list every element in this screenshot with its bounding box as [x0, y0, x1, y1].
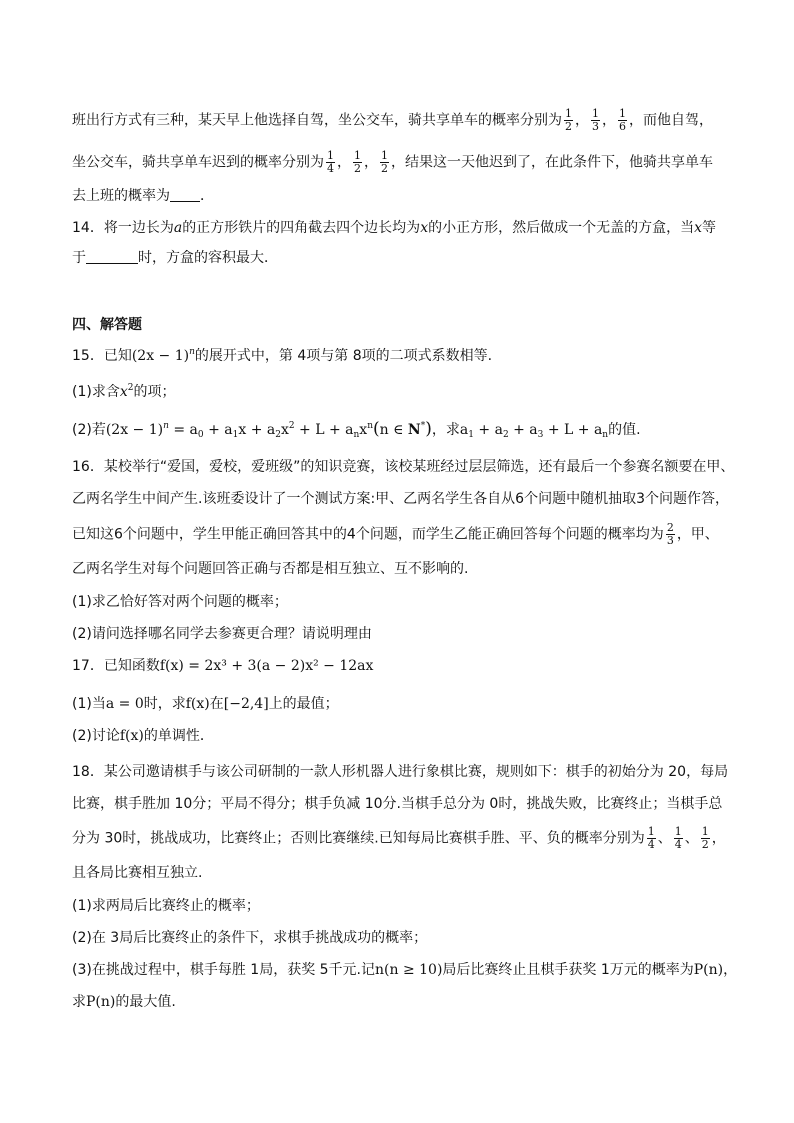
q13-line-2: 坐公交车，骑共享单车迟到的概率分别为 $\frac{1}{4}$ ， $\frac{1}{2}$ ， $\frac{1}{2}$ ，结果这一天他迟到了，在此条件下，他骑共享单车	[72, 149, 713, 175]
q15-text: ，求	[431, 422, 460, 438]
q17-text: (1)当	[72, 696, 106, 712]
fraction: $\frac{2}{3}$	[666, 521, 674, 547]
q16-part-2: (2)请问选择哪名同学去参赛更合理？请说明理由	[72, 626, 372, 642]
q18-part-3-cont	[72, 992, 732, 1012]
q14-text: 于	[72, 250, 86, 266]
q14-text: 时，方盒的容积最大．	[138, 250, 278, 266]
q18-text: 求	[72, 994, 86, 1010]
q17-part-1	[72, 694, 732, 714]
math-expr: f(x) = 2x³ + 3(a − 2)x² − 12ax	[159, 658, 374, 674]
fraction: $\frac{1}{3}$	[592, 107, 599, 133]
q14-line-2	[72, 248, 732, 268]
fraction: $\frac{1}{2}$	[354, 149, 361, 175]
q16-line-1: 16．某校举行“爱国，爱校，爱班级”的知识竞赛，该校某班经过层层筛选，还有最后一个参赛名额要在甲、	[72, 459, 735, 475]
math-expr: f(x)	[185, 696, 210, 712]
math-expr: n(n ≥ 10)	[375, 962, 443, 978]
fraction: $\frac{1}{2}$	[381, 149, 388, 175]
q18-part-3	[72, 960, 738, 980]
q14-text: 的小正方形，然后做成一个无盖的方盒，当	[428, 220, 695, 236]
q18-part-2: (2)在 3局后比赛终止的条件下，求棋手挑战成功的概率；	[72, 930, 428, 946]
q16-text: ，甲、	[676, 526, 719, 543]
q14-text: 等	[702, 220, 716, 236]
q16-part-1: (1)求乙恰好答对两个问题的概率；	[72, 594, 288, 610]
math-expr: $(2x - 1)^n = a_0 + a_1x + a_2x^2 + L + a_nx^n(n$ ∈ N*)	[105, 419, 432, 440]
q13-text: 坐公交车，骑共享单车迟到的概率分别为	[72, 154, 324, 171]
math-expr: a = 0	[105, 696, 144, 712]
fraction: $\frac{1}{2}$	[701, 825, 709, 851]
q15-text: 的值.	[608, 422, 641, 438]
q15-text: (1)求含	[72, 384, 120, 400]
math-var: x	[420, 220, 429, 236]
q17-part-2	[72, 726, 732, 746]
q18-line-3: 分为 30时，挑战成功，比赛终止；否则比赛继续.已知每局比赛棋手胜、平、负的概率分别为 $\frac{1}{4}$ 、 $\frac{1}{4}$ 、 $\frac{1}{2}$ ，	[72, 825, 726, 851]
q13-line-3: 去上班的概率为 ．	[72, 188, 214, 204]
math-var: x	[119, 384, 128, 400]
q18-text: ，	[711, 830, 726, 847]
q17-text: 时，求	[143, 696, 186, 712]
math-expr: [−2,4]	[223, 696, 269, 712]
q14-text: 14．将一边长为	[72, 220, 174, 236]
q17-text: 上的最值；	[268, 696, 339, 712]
q18-text: (3)在挑战过程中，棋手每胜 1局，获奖 5千元.记	[72, 962, 375, 978]
q13-line-1: 班出行方式有三种，某天早上他选择自驾，坐公交车，骑共享单车的概率分别为 $\frac{1}{2}$ ， $\frac{1}{3}$ ， $\frac{1}{6}$ ，而他自驾，	[72, 107, 713, 133]
q15-part-2	[72, 419, 732, 440]
q13-text: 班出行方式有三种，某天早上他选择自驾，坐公交车，骑共享单车的概率分别为	[72, 112, 562, 129]
q18-line-1: 18．某公司邀请棋手与该公司研制的一款人形机器人进行象棋比赛，规则如下：棋手的初始分为 20，每局	[72, 764, 729, 780]
q15-part-1	[72, 382, 732, 402]
fraction: $\frac{1}{4}$	[327, 149, 334, 175]
fraction: $\frac{1}{2}$	[565, 107, 572, 133]
q18-text: ，	[723, 962, 738, 978]
q18-line-2: 比赛，棋手胜加 10分；平局不得分；棋手负减 10分.当棋手总分为 0时，挑战失败，比赛终止；当棋手总	[72, 796, 723, 812]
fraction: $\frac{1}{6}$	[619, 107, 626, 133]
math-exp: 2	[127, 383, 134, 393]
q16-line-3	[72, 522, 732, 547]
q17-line-1	[72, 656, 732, 676]
q15-text: (2)若	[72, 422, 106, 438]
q18-line-4: 且各局比赛相互独立.	[72, 865, 203, 881]
answer-blank[interactable]	[86, 249, 138, 264]
q18-text: 局后比赛终止且棋手获奖 1万元的概率为	[442, 962, 694, 978]
math-expr: $a_1 + a_2 + a_3 + L + a_n$	[459, 422, 609, 440]
fraction: $\frac{1}{4}$	[674, 825, 682, 851]
q17-text: 17．已知函数	[72, 658, 160, 674]
q18-text: 的最大值.	[115, 994, 176, 1010]
math-expr: P(n)	[86, 994, 116, 1010]
math-var: x	[694, 220, 702, 236]
q14-text: 的正方形铁片的四角截去四个边长均为	[182, 220, 421, 236]
q14-line-1	[72, 218, 732, 238]
q13-text: ，结果这一天他迟到了，在此条件下，他骑共享单车	[391, 154, 713, 171]
q17-text: (2)讨论	[72, 728, 120, 744]
math-expr: $(2x - 1)^n$	[131, 347, 195, 364]
q17-text: 在	[209, 696, 224, 712]
math-expr: f(x)	[119, 728, 144, 744]
answer-blank[interactable]	[170, 187, 200, 202]
q18-text: 分为 30时，挑战成功，比赛终止；否则比赛继续.已知每局比赛棋手胜、平、负的概率分别为	[72, 830, 645, 847]
fraction: $\frac{1}{4}$	[647, 825, 655, 851]
q13-text: ，而他自驾，	[629, 112, 713, 129]
q15-text: 的项；	[133, 384, 176, 400]
math-var: a	[173, 220, 183, 236]
q16-line-4: 乙两名学生对每个问题回答正确与否都是相互独立、互不影响的.	[72, 561, 469, 577]
q16-text: 已知这6个问题中，学生甲能正确回答其中的4个问题，而学生乙能正确回答每个问题的概率均为	[72, 526, 664, 543]
q15-line-1	[72, 346, 732, 366]
q13-text: 去上班的概率为	[72, 188, 170, 204]
q16-line-2: 乙两名学生中间产生.该班委设计了一个测试方案:甲、乙两名学生各自从6个问题中随机抽取3个问题作答，	[72, 491, 729, 507]
math-expr: P(n)	[693, 962, 724, 978]
q17-text: 的单调性．	[143, 728, 214, 744]
section-heading: 四、解答题	[72, 317, 142, 333]
q18-part-1: (1)求两局后比赛终止的概率；	[72, 898, 260, 914]
q15-text: 15．已知	[72, 348, 132, 364]
q15-text: 的展开式中，第 4项与第 8项的二项式系数相等.	[194, 348, 493, 364]
